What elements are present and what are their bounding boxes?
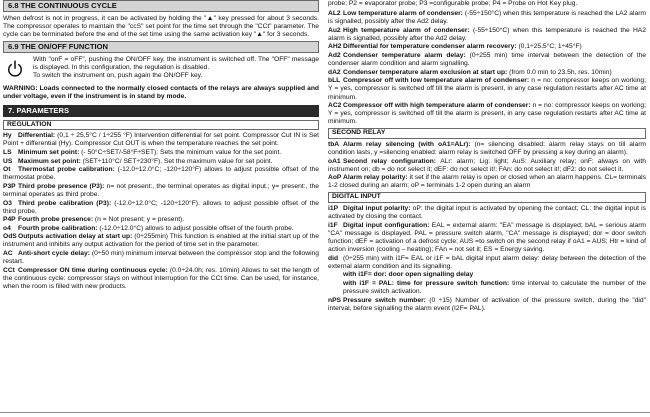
param-name: Digital input polarity: <box>343 204 413 212</box>
onoff-line1: With "onF = oFF", pushing the ON/OFF key, the instrument is switched off. The "OFF" message is displayed. In this configuration, the regulation is disabled. <box>33 56 319 72</box>
param-desc: (0÷255 min) with i1F= EAL or i1F = bAL digital input alarm delay: delay between the detection of the external alarm condition and its signalling. <box>328 254 646 270</box>
param-code: i1P <box>328 204 339 212</box>
param-code: nPS <box>328 296 342 304</box>
param-desc: (0÷50 min) minimum interval between the compressor stop and the following restart. <box>3 250 319 266</box>
param-code: P3P <box>3 182 16 190</box>
warning-note: WARNING: Loads connected to the normally closed contacts of the relays are always supplied and under voltage, even if the instrument is in stand by mode. <box>3 84 319 100</box>
param-name: Compressor off with low temperature alarm of condenser: <box>343 77 532 85</box>
param-desc: n = no: compressor keeps on working; Y = yes, compressor is switched off till the alarm is present, in any case regulation restarts after AC time at minimum. <box>328 102 646 126</box>
regulation-entry <box>3 183 319 199</box>
param-desc: it set if the alarm relay is open or closed when an alarm happens. CL= terminals 1-2 closed during an alarm; oP = terminals 1-2 open during an alarm <box>328 174 646 190</box>
param-code: AL2 <box>328 10 341 18</box>
param-code: AH2 <box>328 43 342 51</box>
param-name: Minimum set point: <box>18 148 82 156</box>
param-name: Condenser temperature alarm exclusion at start up: <box>343 68 510 76</box>
param-code: P4P <box>3 216 16 224</box>
param-code: LS <box>3 148 12 156</box>
param-code: tbA <box>328 140 340 148</box>
param-name: Anti-short cycle delay: <box>18 250 92 258</box>
param-name: Fourth probe calibration: <box>18 224 100 232</box>
regulation-entry <box>3 216 319 224</box>
probe-legend-line: probe; P2 = evaporator probe; P3 =configurable probe; P4 = Probe on Hot Key plug. <box>328 0 578 7</box>
section-parameters-heading: 7. PARAMETERS <box>3 105 319 117</box>
condenser-alarm-entry <box>328 52 646 68</box>
regulation-entry <box>3 250 319 266</box>
param-desc: (0÷255min) This function is enabled at the initial start up of the instrument and inhibits any output activation for the period of time set in the parameter. <box>3 233 319 249</box>
param-desc: (-12.0÷12.0°C) allows to adjust possible offset of the fourth probe. <box>99 224 294 232</box>
regulation-entry <box>3 200 319 216</box>
param-code: O3 <box>3 199 12 207</box>
regulation-entry <box>3 225 319 233</box>
condenser-alarm-list <box>328 10 646 126</box>
condenser-alarm-entry <box>328 77 646 101</box>
param-desc: (0 ÷15) Number of activation of the pressure switch, during the "did" interval, before signalling the alarm event (I2F= PAL). <box>328 296 646 312</box>
second-relay-entry <box>328 174 646 190</box>
param-desc: ALr: alarm; Lig: light; AuS: Auxiliary relay; onF: always on with instrument on; db = do not select it; dEF: do not select it!; FAn: do not select it!; dF2: do not select it. <box>328 157 646 173</box>
param-name: Thermostat probe calibration: <box>18 166 118 174</box>
did-extra-bold: with i1F = PAL: time for pressure switch function: <box>343 279 510 287</box>
param-name: Maximum set point: <box>18 157 83 165</box>
did-extra-line <box>328 271 646 279</box>
param-desc: (-55÷150°C) when this temperature is reached the LA2 alarm is signalled, possibly after the Ad2 delay. <box>328 10 646 26</box>
param-desc: (from 0.0 min to 23.5h, res. 10min) <box>509 68 612 76</box>
second-relay-list <box>328 141 646 191</box>
param-name: Third probe calibration (P3): <box>18 199 115 207</box>
param-desc: (-12.0÷12.0°C; -120÷120°F). allows to adjust possible offset of the third probe. <box>3 199 319 215</box>
param-name: Pressure switch number: <box>343 296 430 304</box>
param-code: i1F <box>328 221 338 229</box>
nps-param <box>328 297 646 313</box>
regulation-entry <box>3 233 319 249</box>
did-extra-text: time interval to calculate the number of the pressure switch activation. <box>343 279 646 295</box>
regulation-entry <box>3 267 319 291</box>
condenser-alarm-entry <box>328 27 646 43</box>
param-code: AoP <box>328 174 342 182</box>
param-code: bLL <box>328 77 341 85</box>
regulation-entry <box>3 158 319 166</box>
digital-input-heading: DIGITAL INPUT <box>328 192 646 203</box>
regulation-list <box>3 132 319 291</box>
did-extra-notes <box>328 271 646 296</box>
param-desc: (n= silencing disabled: alarm relay stays on till alarm condition lasts, y =silencing enabled: alarm relay is switched OFF by pressing a key during an alarm). <box>328 140 646 156</box>
param-desc: oP: the digital input is activated by opening the contact; CL: the digital input is activated by closing the contact. <box>328 204 646 221</box>
second-relay-entry <box>328 158 646 174</box>
param-code: CCt <box>3 266 15 274</box>
param-code: US <box>3 157 13 165</box>
digital-input-entry <box>328 222 646 254</box>
param-name: Condenser temperature alarm delay: <box>343 52 470 60</box>
digital-input-list <box>328 205 646 271</box>
second-relay-entry <box>328 141 646 157</box>
param-name: Digital input configuration: <box>343 221 432 229</box>
param-name: Compressor off with high temperature alarm of condenser: <box>343 102 533 110</box>
param-name: High temperature alarm of condenser: <box>343 26 473 34</box>
power-icon <box>5 59 25 79</box>
param-code: Ot <box>3 166 11 174</box>
onoff-line2: To switch the instrument on, push again the ON/OFF key. <box>33 72 203 80</box>
param-desc: (- 50°C÷SET/-58°F÷SET): Sets the minimum value for the set point. <box>81 148 282 156</box>
param-desc: (0,1÷25.5°C; 1÷45°F) <box>518 43 582 51</box>
param-code: Au2 <box>328 26 341 34</box>
param-desc: (SET÷110°C/ SET÷230°F). Set the maximum value for set point. <box>82 157 273 165</box>
digital-input-entry <box>328 205 646 221</box>
param-desc: EAL = external alarm: "EA" message is displayed; bAL = serious alarm "CA" message is displayed. PAL = pressure switch alarm, "CA" message is displayed; dor = door switch function; dEF = activation of a defrost cycle; AUS =to switch on the second relay if oA1 = AUS; Htr = kind of action inversion (cooling – heating); FAn = not set it; ES = Energy saving. <box>328 221 646 253</box>
param-code: OdS <box>3 233 17 241</box>
param-name: Compressor ON time during continuous cycle: <box>18 266 170 274</box>
onoff-block <box>3 56 319 80</box>
param-desc: (0,1 ÷ 25,5°C / 1÷255 °F) Intervention differential for set point. Compressor Cut IN is Set Point + differential (Hy). Compressor Cut OUT is when the temperature reaches the set point. <box>3 132 319 148</box>
param-desc: n = no: compressor keeps on working; Y = yes, compressor is switched off till the alarm is present, in any case regulation restarts after AC time at minimum. <box>328 77 646 101</box>
param-code: Hy <box>3 132 12 140</box>
regulation-entry <box>3 132 319 148</box>
param-name: Outputs activation delay at start up: <box>18 233 135 241</box>
param-name: Differential for temperature condenser alarm recovery: <box>343 43 519 51</box>
did-extra-bold: with i1F= dor: door open signalling delay <box>343 271 474 279</box>
right-column <box>328 0 646 417</box>
param-code: Ad2 <box>328 52 341 60</box>
section-onoff-heading: 6.9 THE ON/OFF FUNCTION <box>3 41 319 53</box>
param-name: Alarm relay silencing (with oA1=ALr): <box>343 140 475 148</box>
left-column <box>3 0 319 417</box>
section-continuous-cycle-heading: 6.8 THE CONTINUOUS CYCLE <box>3 0 319 12</box>
condenser-alarm-entry <box>328 102 646 126</box>
bottom-rule <box>0 412 650 413</box>
param-desc: (-55÷150°C) when this temperature is reached the HA2 alarm is signalled, possibly after the Ad2 delay. <box>328 26 646 42</box>
param-desc: (-12.0÷12.0°C; -120÷120°F) allows to adjust possible offset of the thermostat probe. <box>3 166 319 182</box>
param-name: Alarm relay polarity: <box>343 174 410 182</box>
param-desc: n= not present:, the terminal operates as digital input.; y= present:, the terminal operates as third probe. <box>3 182 319 198</box>
param-desc: (0.0÷24.0h; res. 10min) Allows to set the length of the continuous cycle: compressor stays on without interruption for the CCt time. Can be used, for instance, when the room is filled with new products. <box>3 266 319 290</box>
param-code: AC2 <box>328 102 342 110</box>
regulation-entry <box>3 166 319 182</box>
digital-input-entry <box>328 255 646 271</box>
param-code: dA2 <box>328 68 341 76</box>
onoff-text <box>33 56 319 80</box>
condenser-alarm-entry <box>328 69 646 77</box>
condenser-alarm-entry <box>328 10 646 26</box>
param-name: Low temperature alarm of condenser: <box>343 10 465 18</box>
second-relay-heading: SECOND RELAY <box>328 128 646 139</box>
param-name: Fourth probe presence: <box>18 216 95 224</box>
param-desc: (0÷255 min) time interval between the detection of the condenser alarm condition and alarm signalling. <box>328 52 646 68</box>
regulation-heading: REGULATION <box>3 120 319 131</box>
condenser-alarm-entry <box>328 43 646 51</box>
param-code: oA1 <box>328 157 341 165</box>
param-code: o4 <box>3 224 11 232</box>
param-name: Second relay configuration: <box>343 157 441 165</box>
regulation-entry <box>3 149 319 157</box>
continuous-cycle-text: When defrost is not in progress, it can be activated by holding the "▲" key pressed for about 3 seconds. The compressor operates to maintain the "ccS" set point for the time set through the "CCt" parameter. The cycle can be terminated before the end of the set time using the same activation key "▲" for 3 seconds. <box>3 15 319 39</box>
did-extra-line <box>328 280 646 296</box>
param-code: did <box>328 254 339 262</box>
nps-entry <box>328 297 646 313</box>
param-name: Differential: <box>18 132 58 140</box>
param-name: Third probe presence (P3): <box>18 182 107 190</box>
param-code: AC <box>3 250 13 258</box>
param-desc: (n = Not present; y = present). <box>94 216 185 224</box>
